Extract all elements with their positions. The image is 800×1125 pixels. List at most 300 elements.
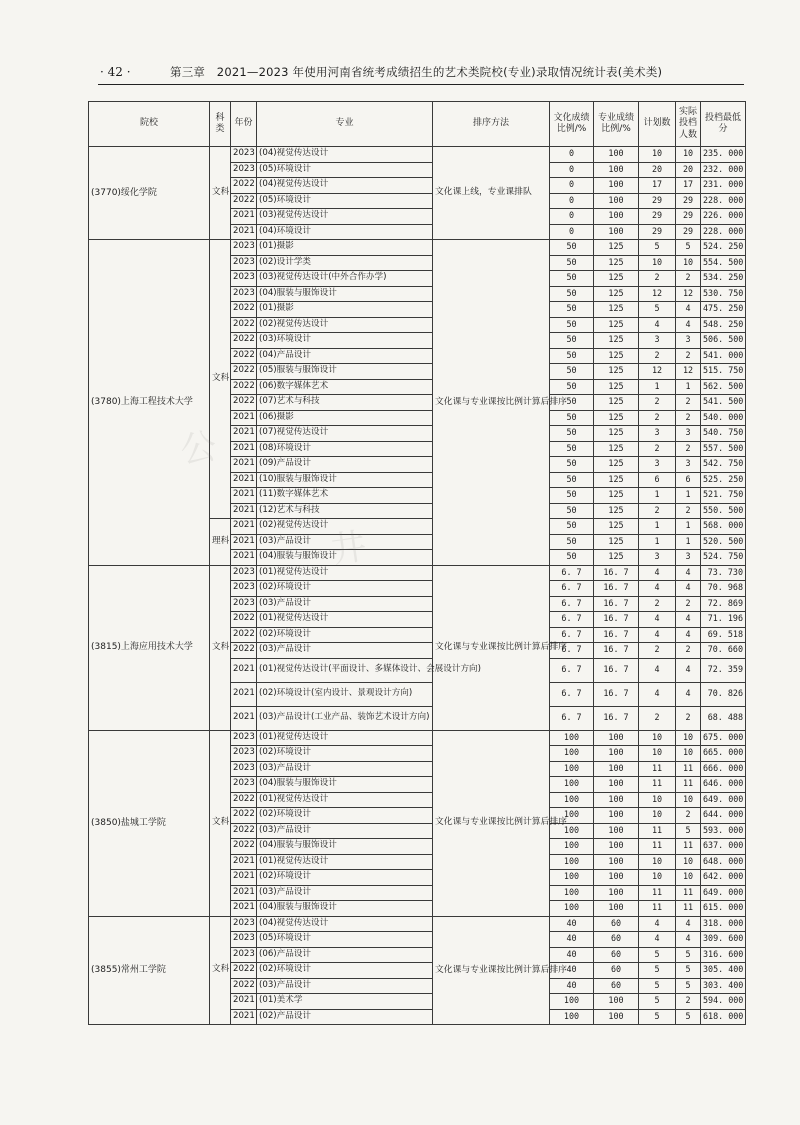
min-score-cell: 666. 000: [701, 761, 746, 777]
major-cell: (05)环境设计: [257, 162, 433, 178]
major-cell: (03)产品设计: [257, 596, 433, 612]
actual-count-cell: 2: [676, 410, 701, 426]
actual-count-cell: 29: [676, 193, 701, 209]
plan-count-cell: 5: [639, 240, 676, 256]
min-score-cell: 316. 600: [701, 947, 746, 963]
min-score-cell: 534. 250: [701, 271, 746, 287]
culture-ratio-cell: 0: [550, 147, 594, 163]
plan-count-cell: 29: [639, 193, 676, 209]
year-cell: 2022: [231, 193, 257, 209]
page-number: · 42 ·: [100, 65, 131, 79]
min-score-cell: 594. 000: [701, 994, 746, 1010]
actual-count-cell: 4: [676, 302, 701, 318]
plan-count-cell: 1: [639, 534, 676, 550]
major-cell: (03)产品设计: [257, 885, 433, 901]
major-cell: (02)环境设计: [257, 963, 433, 979]
plan-count-cell: 2: [639, 643, 676, 659]
plan-count-cell: 2: [639, 706, 676, 730]
major-cell: (04)环境设计: [257, 224, 433, 240]
culture-ratio-cell: 50: [550, 364, 594, 380]
min-score-cell: 228. 000: [701, 224, 746, 240]
year-cell: 2023: [231, 271, 257, 287]
major-cell: (02)视觉传达设计: [257, 317, 433, 333]
min-score-cell: 648. 000: [701, 854, 746, 870]
major-cell: (05)环境设计: [257, 193, 433, 209]
actual-count-cell: 20: [676, 162, 701, 178]
plan-count-cell: 5: [639, 1009, 676, 1025]
major-ratio-cell: 60: [594, 978, 639, 994]
plan-count-cell: 3: [639, 550, 676, 566]
major-ratio-cell: 16. 7: [594, 596, 639, 612]
major-cell: (07)视觉传达设计: [257, 426, 433, 442]
major-ratio-cell: 125: [594, 302, 639, 318]
major-cell: (04)服装与服饰设计: [257, 777, 433, 793]
major-ratio-cell: 100: [594, 870, 639, 886]
year-cell: 2023: [231, 761, 257, 777]
culture-ratio-cell: 50: [550, 457, 594, 473]
major-ratio-cell: 100: [594, 193, 639, 209]
major-cell: (02)设计学类: [257, 255, 433, 271]
ranking-method-cell: 文化课与专业课按比例计算后排序: [433, 916, 550, 1025]
ranking-method-cell: 文化课与专业课按比例计算后排序: [433, 565, 550, 730]
min-score-cell: 520. 500: [701, 534, 746, 550]
plan-count-cell: 10: [639, 746, 676, 762]
category-cell: 文科: [210, 147, 231, 240]
col-header: 专业: [257, 102, 433, 147]
min-score-cell: 68. 488: [701, 706, 746, 730]
major-cell: (02)环境设计(室内设计、景观设计方向): [257, 682, 433, 706]
year-cell: 2021: [231, 503, 257, 519]
major-cell: (04)视觉传达设计: [257, 916, 433, 932]
table-row: [89, 916, 746, 932]
year-cell: 2023: [231, 916, 257, 932]
major-ratio-cell: 100: [594, 209, 639, 225]
min-score-cell: 305. 400: [701, 963, 746, 979]
major-cell: (11)数字媒体艺术: [257, 488, 433, 504]
major-cell: (10)服装与服饰设计: [257, 472, 433, 488]
major-ratio-cell: 125: [594, 317, 639, 333]
min-score-cell: 665. 000: [701, 746, 746, 762]
actual-count-cell: 12: [676, 286, 701, 302]
culture-ratio-cell: 40: [550, 963, 594, 979]
actual-count-cell: 5: [676, 978, 701, 994]
actual-count-cell: 2: [676, 348, 701, 364]
major-ratio-cell: 100: [594, 147, 639, 163]
min-score-cell: 524. 250: [701, 240, 746, 256]
min-score-cell: 548. 250: [701, 317, 746, 333]
major-cell: (01)视觉传达设计: [257, 612, 433, 628]
major-cell: (02)产品设计: [257, 1009, 433, 1025]
culture-ratio-cell: 6. 7: [550, 643, 594, 659]
major-ratio-cell: 125: [594, 426, 639, 442]
major-ratio-cell: 100: [594, 839, 639, 855]
major-ratio-cell: 125: [594, 488, 639, 504]
page-header: [100, 62, 740, 82]
min-score-cell: 542. 750: [701, 457, 746, 473]
plan-count-cell: 2: [639, 395, 676, 411]
actual-count-cell: 2: [676, 271, 701, 287]
culture-ratio-cell: 40: [550, 978, 594, 994]
culture-ratio-cell: 50: [550, 302, 594, 318]
plan-count-cell: 5: [639, 302, 676, 318]
plan-count-cell: 4: [639, 317, 676, 333]
culture-ratio-cell: 6. 7: [550, 581, 594, 597]
major-ratio-cell: 60: [594, 963, 639, 979]
year-cell: 2021: [231, 706, 257, 730]
major-cell: (03)产品设计: [257, 978, 433, 994]
min-score-cell: 541. 500: [701, 395, 746, 411]
year-cell: 2022: [231, 348, 257, 364]
actual-count-cell: 4: [676, 317, 701, 333]
major-ratio-cell: 100: [594, 808, 639, 824]
culture-ratio-cell: 50: [550, 240, 594, 256]
actual-count-cell: 10: [676, 792, 701, 808]
major-cell: (02)视觉传达设计: [257, 519, 433, 535]
plan-count-cell: 12: [639, 286, 676, 302]
major-ratio-cell: 16. 7: [594, 565, 639, 581]
col-header: 科类: [210, 102, 231, 147]
culture-ratio-cell: 50: [550, 379, 594, 395]
culture-ratio-cell: 40: [550, 932, 594, 948]
school-name: (3850)盐城工学院: [89, 730, 210, 916]
min-score-cell: 72. 869: [701, 596, 746, 612]
major-ratio-cell: 100: [594, 885, 639, 901]
actual-count-cell: 5: [676, 947, 701, 963]
actual-count-cell: 4: [676, 658, 701, 682]
year-cell: 2023: [231, 730, 257, 746]
min-score-cell: 226. 000: [701, 209, 746, 225]
min-score-cell: 72. 359: [701, 658, 746, 682]
min-score-cell: 309. 600: [701, 932, 746, 948]
plan-count-cell: 20: [639, 162, 676, 178]
year-cell: 2021: [231, 682, 257, 706]
major-cell: (04)服装与服饰设计: [257, 550, 433, 566]
major-ratio-cell: 100: [594, 901, 639, 917]
major-cell: (01)美术学: [257, 994, 433, 1010]
min-score-cell: 525. 250: [701, 472, 746, 488]
school-name: (3855)常州工学院: [89, 916, 210, 1025]
culture-ratio-cell: 40: [550, 916, 594, 932]
actual-count-cell: 6: [676, 472, 701, 488]
col-header: 实际投档人数: [676, 102, 701, 147]
culture-ratio-cell: 0: [550, 178, 594, 194]
major-cell: (02)环境设计: [257, 627, 433, 643]
plan-count-cell: 11: [639, 839, 676, 855]
year-cell: 2021: [231, 519, 257, 535]
actual-count-cell: 10: [676, 147, 701, 163]
school-name: (3770)绥化学院: [89, 147, 210, 240]
major-ratio-cell: 125: [594, 348, 639, 364]
min-score-cell: 524. 750: [701, 550, 746, 566]
major-ratio-cell: 125: [594, 255, 639, 271]
plan-count-cell: 11: [639, 761, 676, 777]
actual-count-cell: 17: [676, 178, 701, 194]
major-cell: (08)环境设计: [257, 441, 433, 457]
major-ratio-cell: 16. 7: [594, 612, 639, 628]
actual-count-cell: 5: [676, 963, 701, 979]
culture-ratio-cell: 100: [550, 901, 594, 917]
year-cell: 2021: [231, 994, 257, 1010]
year-cell: 2021: [231, 410, 257, 426]
plan-count-cell: 4: [639, 932, 676, 948]
major-ratio-cell: 60: [594, 932, 639, 948]
plan-count-cell: 2: [639, 410, 676, 426]
year-cell: 2022: [231, 364, 257, 380]
culture-ratio-cell: 100: [550, 730, 594, 746]
culture-ratio-cell: 100: [550, 1009, 594, 1025]
year-cell: 2023: [231, 565, 257, 581]
category-cell: 理科: [210, 519, 231, 566]
year-cell: 2021: [231, 209, 257, 225]
plan-count-cell: 2: [639, 271, 676, 287]
category-cell: 文科: [210, 565, 231, 730]
category-cell: 文科: [210, 240, 231, 519]
year-cell: 2022: [231, 302, 257, 318]
major-ratio-cell: 125: [594, 534, 639, 550]
major-ratio-cell: 16. 7: [594, 581, 639, 597]
min-score-cell: 231. 000: [701, 178, 746, 194]
actual-count-cell: 11: [676, 839, 701, 855]
actual-count-cell: 2: [676, 706, 701, 730]
major-ratio-cell: 16. 7: [594, 682, 639, 706]
min-score-cell: 637. 000: [701, 839, 746, 855]
culture-ratio-cell: 100: [550, 839, 594, 855]
min-score-cell: 568. 000: [701, 519, 746, 535]
plan-count-cell: 3: [639, 426, 676, 442]
culture-ratio-cell: 100: [550, 746, 594, 762]
year-cell: 2021: [231, 457, 257, 473]
major-cell: (03)产品设计: [257, 761, 433, 777]
major-cell: (04)服装与服饰设计: [257, 286, 433, 302]
major-ratio-cell: 100: [594, 224, 639, 240]
major-cell: (01)摄影: [257, 302, 433, 318]
plan-count-cell: 2: [639, 596, 676, 612]
culture-ratio-cell: 50: [550, 472, 594, 488]
year-cell: 2021: [231, 534, 257, 550]
min-score-cell: 557. 500: [701, 441, 746, 457]
major-cell: (01)视觉传达设计: [257, 565, 433, 581]
major-cell: (07)艺术与科技: [257, 395, 433, 411]
year-cell: 2023: [231, 240, 257, 256]
min-score-cell: 646. 000: [701, 777, 746, 793]
year-cell: 2022: [231, 792, 257, 808]
culture-ratio-cell: 50: [550, 317, 594, 333]
year-cell: 2021: [231, 426, 257, 442]
min-score-cell: 318. 000: [701, 916, 746, 932]
year-cell: 2023: [231, 286, 257, 302]
culture-ratio-cell: 6. 7: [550, 658, 594, 682]
major-ratio-cell: 125: [594, 379, 639, 395]
year-cell: 2022: [231, 627, 257, 643]
culture-ratio-cell: 0: [550, 193, 594, 209]
major-cell: (06)摄影: [257, 410, 433, 426]
major-ratio-cell: 100: [594, 178, 639, 194]
major-ratio-cell: 100: [594, 746, 639, 762]
major-cell: (05)服装与服饰设计: [257, 364, 433, 380]
min-score-cell: 554. 500: [701, 255, 746, 271]
plan-count-cell: 5: [639, 978, 676, 994]
year-cell: 2021: [231, 854, 257, 870]
plan-count-cell: 1: [639, 379, 676, 395]
plan-count-cell: 1: [639, 488, 676, 504]
actual-count-cell: 11: [676, 901, 701, 917]
actual-count-cell: 1: [676, 519, 701, 535]
min-score-cell: 521. 750: [701, 488, 746, 504]
plan-count-cell: 10: [639, 792, 676, 808]
actual-count-cell: 4: [676, 682, 701, 706]
culture-ratio-cell: 6. 7: [550, 627, 594, 643]
major-cell: (09)产品设计: [257, 457, 433, 473]
major-cell: (05)环境设计: [257, 932, 433, 948]
major-cell: (03)产品设计(工业产品、装饰艺术设计方向): [257, 706, 433, 730]
plan-count-cell: 10: [639, 255, 676, 271]
culture-ratio-cell: 100: [550, 777, 594, 793]
actual-count-cell: 2: [676, 503, 701, 519]
plan-count-cell: 3: [639, 333, 676, 349]
min-score-cell: 649. 000: [701, 885, 746, 901]
culture-ratio-cell: 50: [550, 271, 594, 287]
major-ratio-cell: 60: [594, 916, 639, 932]
ranking-method-cell: 文化课与专业课按比例计算后排序: [433, 240, 550, 566]
major-cell: (03)产品设计: [257, 643, 433, 659]
culture-ratio-cell: 50: [550, 395, 594, 411]
major-cell: (03)视觉传达设计(中外合作办学): [257, 271, 433, 287]
plan-count-cell: 5: [639, 994, 676, 1010]
year-cell: 2021: [231, 488, 257, 504]
year-cell: 2021: [231, 224, 257, 240]
culture-ratio-cell: 50: [550, 441, 594, 457]
major-ratio-cell: 16. 7: [594, 706, 639, 730]
min-score-cell: 562. 500: [701, 379, 746, 395]
actual-count-cell: 3: [676, 426, 701, 442]
year-cell: 2023: [231, 777, 257, 793]
chapter-title: 第三章 2021—2023 年使用河南省统考成绩招生的艺术类院校(专业)录取情况统计表(美术类): [170, 65, 663, 79]
actual-count-cell: 5: [676, 1009, 701, 1025]
major-ratio-cell: 125: [594, 550, 639, 566]
major-cell: (04)视觉传达设计: [257, 147, 433, 163]
min-score-cell: 550. 500: [701, 503, 746, 519]
culture-ratio-cell: 50: [550, 488, 594, 504]
actual-count-cell: 5: [676, 823, 701, 839]
category-cell: 文科: [210, 730, 231, 916]
actual-count-cell: 4: [676, 627, 701, 643]
major-ratio-cell: 16. 7: [594, 643, 639, 659]
actual-count-cell: 1: [676, 379, 701, 395]
year-cell: 2022: [231, 808, 257, 824]
col-header: 年份: [231, 102, 257, 147]
watermark: 公: [177, 425, 226, 472]
plan-count-cell: 4: [639, 627, 676, 643]
year-cell: 2021: [231, 658, 257, 682]
actual-count-cell: 10: [676, 255, 701, 271]
col-header: 计划数: [639, 102, 676, 147]
actual-count-cell: 2: [676, 643, 701, 659]
culture-ratio-cell: 50: [550, 255, 594, 271]
culture-ratio-cell: 50: [550, 333, 594, 349]
major-ratio-cell: 125: [594, 457, 639, 473]
year-cell: 2022: [231, 395, 257, 411]
major-cell: (02)环境设计: [257, 581, 433, 597]
min-score-cell: 530. 750: [701, 286, 746, 302]
plan-count-cell: 10: [639, 870, 676, 886]
table-row: [89, 147, 746, 163]
min-score-cell: 618. 000: [701, 1009, 746, 1025]
actual-count-cell: 4: [676, 565, 701, 581]
culture-ratio-cell: 50: [550, 503, 594, 519]
category-cell: 文科: [210, 916, 231, 1025]
col-header: 排序方法: [433, 102, 550, 147]
year-cell: 2023: [231, 162, 257, 178]
min-score-cell: 644. 000: [701, 808, 746, 824]
culture-ratio-cell: 100: [550, 792, 594, 808]
min-score-cell: 506. 500: [701, 333, 746, 349]
actual-count-cell: 3: [676, 333, 701, 349]
culture-ratio-cell: 0: [550, 224, 594, 240]
culture-ratio-cell: 50: [550, 534, 594, 550]
actual-count-cell: 4: [676, 581, 701, 597]
actual-count-cell: 4: [676, 916, 701, 932]
culture-ratio-cell: 6. 7: [550, 596, 594, 612]
actual-count-cell: 1: [676, 534, 701, 550]
min-score-cell: 675. 000: [701, 730, 746, 746]
culture-ratio-cell: 50: [550, 519, 594, 535]
major-ratio-cell: 100: [594, 823, 639, 839]
actual-count-cell: 4: [676, 612, 701, 628]
major-ratio-cell: 125: [594, 441, 639, 457]
plan-count-cell: 2: [639, 348, 676, 364]
plan-count-cell: 29: [639, 224, 676, 240]
major-ratio-cell: 125: [594, 240, 639, 256]
year-cell: 2022: [231, 839, 257, 855]
plan-count-cell: 10: [639, 730, 676, 746]
plan-count-cell: 10: [639, 854, 676, 870]
plan-count-cell: 4: [639, 916, 676, 932]
year-cell: 2023: [231, 581, 257, 597]
actual-count-cell: 10: [676, 870, 701, 886]
major-ratio-cell: 16. 7: [594, 627, 639, 643]
major-ratio-cell: 100: [594, 730, 639, 746]
culture-ratio-cell: 100: [550, 994, 594, 1010]
year-cell: 2022: [231, 317, 257, 333]
major-ratio-cell: 100: [594, 162, 639, 178]
min-score-cell: 70. 826: [701, 682, 746, 706]
school-name: (3780)上海工程技术大学: [89, 240, 210, 566]
header-rule: [98, 84, 744, 85]
plan-count-cell: 2: [639, 503, 676, 519]
year-cell: 2022: [231, 963, 257, 979]
plan-count-cell: 10: [639, 808, 676, 824]
year-cell: 2021: [231, 472, 257, 488]
min-score-cell: 228. 000: [701, 193, 746, 209]
table-row: [89, 730, 746, 746]
culture-ratio-cell: 40: [550, 947, 594, 963]
major-cell: (04)视觉传达设计: [257, 178, 433, 194]
culture-ratio-cell: 100: [550, 885, 594, 901]
plan-count-cell: 17: [639, 178, 676, 194]
major-ratio-cell: 100: [594, 792, 639, 808]
plan-count-cell: 4: [639, 612, 676, 628]
year-cell: 2023: [231, 596, 257, 612]
major-cell: (03)视觉传达设计: [257, 209, 433, 225]
plan-count-cell: 11: [639, 901, 676, 917]
col-header: 专业成绩比例/%: [594, 102, 639, 147]
ranking-method-cell: 文化课与专业课按比例计算后排序: [433, 730, 550, 916]
plan-count-cell: 2: [639, 441, 676, 457]
major-cell: (03)产品设计: [257, 534, 433, 550]
major-ratio-cell: 125: [594, 503, 639, 519]
actual-count-cell: 12: [676, 364, 701, 380]
actual-count-cell: 2: [676, 808, 701, 824]
